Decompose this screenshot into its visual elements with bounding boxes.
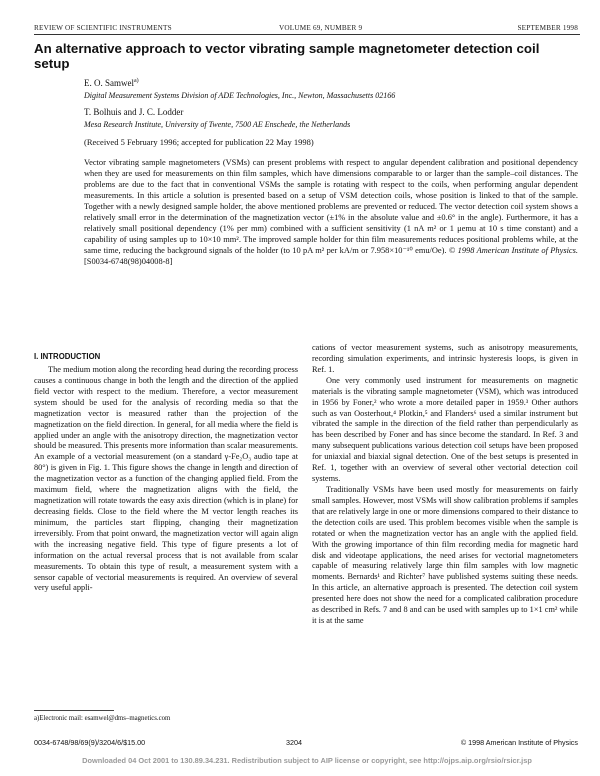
paragraph: Traditionally VSMs have been used mostly for measurements on fairly small samples. However, most VSMs will show calibration problems if samples that are relatively large in one or more dimensions compared to their distance to the detection coils are used. This problem becomes visible when the sample is rotated or when the magnetization vector has an angle with the applied field. With the growing importance of thin film recording media for magnetic hard disk and videotape applications, the need arises for vectorial magnetometers capable of measuring relatively large thin film samples with low magnetic moments. Bernards¹ and Richter⁷ have published systems suiting these needs. In this article, an alternative approach is presented. The detection coil system presented here does not show the need for a complicated calibration procedure as described in Refs. 7 and 8 and can be used with samples up to 1×1 cm² while it is at the same [312,484,578,626]
article-title: An alternative approach to vector vibrating sample magnetometer detection coil setup [34,41,540,71]
download-notice: Downloaded 04 Oct 2001 to 130.89.34.231. Redistribution subject to AIP license or copyright, see http://ojps.aip.org/rsio/rsicr.jsp [82,756,532,765]
author-names-2: T. Bolhuis and J. C. Lodder [84,107,184,117]
author-names-1: E. O. Samwel [84,78,134,88]
journal-name: REVIEW OF SCIENTIFIC INSTRUMENTS [34,24,172,32]
right-column [312,343,578,627]
footnote-rule [34,710,114,711]
left-column [34,365,298,594]
header-rule [34,34,580,35]
footer-copyright: © 1998 American Institute of Physics [460,738,578,747]
author-mark: a) [134,78,139,84]
volume-number: VOLUME 69, NUMBER 9 [279,24,363,32]
section-heading: I. INTRODUCTION [34,352,101,361]
abstract [84,157,578,267]
received-dates: (Received 5 February 1996; accepted for publication 22 May 1998) [84,137,314,147]
page-number: 3204 [286,738,302,747]
paragraph: cations of vector measurement systems, such as anisotropy measurements, recording simulation experiments, and intrinsic hysteresis loops, is given in Ref. 1. [312,343,578,374]
affiliation-1: Digital Measurement Systems Division of ADE Technologies, Inc., Newton, Massachusetts 02166 [84,91,396,100]
affiliation-2: Mesa Research Institute, University of Twente, 7500 AE Enschede, the Netherlands [84,120,351,129]
article-code: [S0034-6748(98)04008-8] [84,257,173,267]
footer-code: 0034-6748/98/69(9)/3204/6/$15.00 [34,738,146,747]
paragraph: The medium motion along the recording head during the recording process causes a continuous change in both the length and the direction of the applied field vector with respect to the medium. Therefore, a vector measurement system should be used for the analysis of recording media so that the magnetization vector is measured rather than the projection of the magnetization on the field direction. In general, for all media where the field is applied under an angle with the anisotropy direction, the magnetization vector should be measured. This presents more information than scalar measurements. An example of a vectorial measurement (on a standard γ-Fe₂O₃ audio tape at 80°) is given in Fig. 1. This figure shows the change in length and direction of the magnetization vector as a function of the changing applied field. From the maximum field, where the magnetization aligns with the field, the magnetization will rotate towards the easy axis direction (which is in plane) for decreasing fields. Close to the field where the M vector length reaches its minimum, the particles start flipping, changing their magnetization irreversibly. From that point onward, the magnetization vector will again align with the increasing negative field. This type of figure presents a lot of information on the actual reversal process that is not available from scalar measurements. To obtain this type of result, a measurement system with a sensor capable of vectorial measurements is required. An overview of several very useful appli- [34,365,298,593]
author-line-1 [84,78,139,88]
abstract-copyright: © 1998 American Institute of Physics. [448,246,578,256]
abstract-text: Vector vibrating sample magnetometers (VSMs) can present problems with respect to angular dependent calibration and positional dependency when they are used for measurements on thin film samples, which have dimensions comparable to or larger than the sample–coil distances. The problems are due to the fact that in conventional VSMs the sample is rotating with respect to the coils, when performing angular dependent measurements. In this article a solution is presented based on a setup of VSM detection coils, whose position is linked to that of the sample. Together with a newly designed sample holder, the above mentioned problems are prevented or reduced. The vector detection coil system shows a relatively small error in the determination of the magnetization vector (±1% in the absolute value and ±0.6° in the angle). Furthermore, it has a relatively small positional dependency (1% per mm) combined with a sufficient sensitivity (1 nA m² or 1 μemu at 10 s time constant) and a capability of using samples up to 10×10 mm². The improved sample holder for thin film measurements reduces positional problems while, at the same time, reducing the background signals of the holder (to 10 pA m² per kA/m or 7.958×10⁻¹⁰ emu/Oe). [84,158,578,256]
footnote: a)Electronic mail: esamwel@dms–magnetics.com [34,715,171,722]
issue-date: SEPTEMBER 1998 [517,24,578,32]
paragraph: One very commonly used instrument for measurements on magnetic materials is the vibrating sample magnetometer (VSM), which was introduced in 1956 by Foner,² who wrote a more detailed paper in 1959.³ Other authors such as van Oosterhout,⁴ Plotkin,⁵ and Flanders⁶ used a similar instrument but vibrated the sample in the direction of the field rather than perpendicularly as has been described by Foner and has since become the standard. In Ref. 3 and many subsequent publications various detection coil setups have been proposed for uniaxial and biaxial signal detection. One of the best setups is presented in Ref. 1, together with an overview of several other vectorial detection coil systems. [312,375,578,484]
